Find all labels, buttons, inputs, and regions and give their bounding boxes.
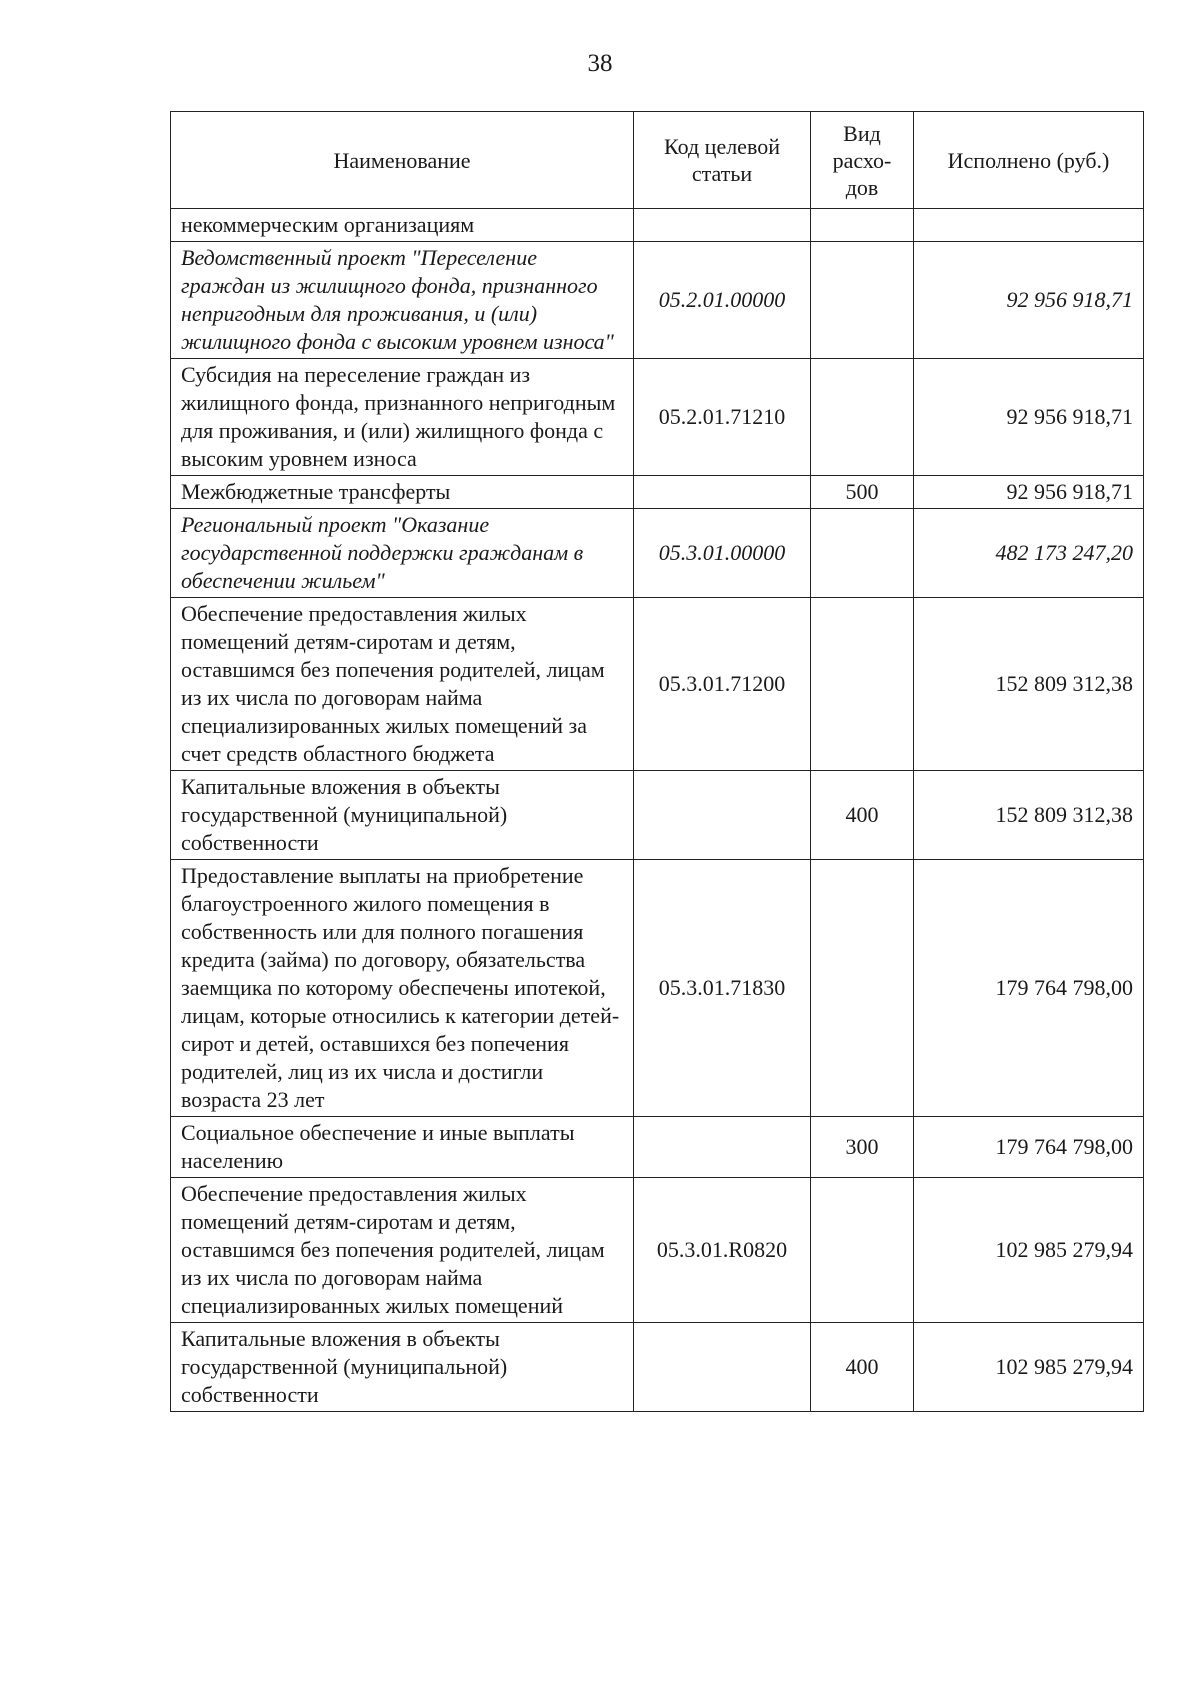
name-cell: Обеспечение предоставления жилых помещений детям-сиротам и детям, оставшимся без попечения родителей, лицам из их числа по договорам найма специализированных жилых помещений (171, 1178, 634, 1323)
code-cell: 05.2.01.00000 (634, 242, 811, 359)
type-cell (811, 509, 914, 598)
code-cell (634, 209, 811, 242)
page-number: 38 (587, 50, 613, 77)
table-row (171, 598, 1144, 771)
table-row (171, 209, 1144, 242)
type-cell (811, 860, 914, 1117)
table-row (171, 1323, 1144, 1412)
amount-cell: 179 764 798,00 (914, 860, 1144, 1117)
amount-cell: 179 764 798,00 (914, 1117, 1144, 1178)
code-cell: 05.3.01.71830 (634, 860, 811, 1117)
name-cell: Предоставление выплаты на приобретение благоустроенного жилого помещения в собственность или для полного погашения кредита (займа) по договору, обязательства заемщика по которому обеспечены ипотекой, лицам, которые относились к категории детей-сирот и детей, оставшихся без попечения родителей, лиц из их числа и достигли возраста 23 лет (171, 860, 634, 1117)
table-row (171, 476, 1144, 509)
type-cell: 400 (811, 1323, 914, 1412)
table-row (171, 242, 1144, 359)
amount-cell: 102 985 279,94 (914, 1178, 1144, 1323)
amount-cell (914, 209, 1144, 242)
table-row (171, 1178, 1144, 1323)
type-cell: 500 (811, 476, 914, 509)
name-cell: Обеспечение предоставления жилых помещений детям-сиротам и детям, оставшимся без попечения родителей, лицам из их числа по договорам найма специализированных жилых помещений за счет средств областного бюджета (171, 598, 634, 771)
code-cell: 05.3.01.71200 (634, 598, 811, 771)
table-row (171, 860, 1144, 1117)
name-cell: Субсидия на переселение граждан из жилищного фонда, признанного непригодным для проживания, и (или) жилищного фонда с высоким уровнем износа (171, 359, 634, 476)
table-row (171, 509, 1144, 598)
type-cell: 300 (811, 1117, 914, 1178)
type-cell (811, 359, 914, 476)
name-cell: некоммерческим организациям (171, 209, 634, 242)
table-row (171, 359, 1144, 476)
header-amount: Исполнено (руб.) (914, 112, 1144, 209)
table-row (171, 1117, 1144, 1178)
name-cell: Региональный проект "Оказание государственной поддержки гражданам в обеспечении жильем" (171, 509, 634, 598)
code-cell: 05.3.01.00000 (634, 509, 811, 598)
code-cell: 05.3.01.R0820 (634, 1178, 811, 1323)
amount-cell: 152 809 312,38 (914, 771, 1144, 860)
amount-cell: 102 985 279,94 (914, 1323, 1144, 1412)
type-cell (811, 242, 914, 359)
code-cell (634, 1117, 811, 1178)
type-cell (811, 1178, 914, 1323)
table-body (171, 209, 1144, 1412)
type-cell (811, 598, 914, 771)
amount-cell: 92 956 918,71 (914, 359, 1144, 476)
name-cell: Ведомственный проект "Переселение граждан из жилищного фонда, признанного непригодным для проживания, и (или) жилищного фонда с высоким уровнем износа" (171, 242, 634, 359)
amount-cell: 152 809 312,38 (914, 598, 1144, 771)
amount-cell: 92 956 918,71 (914, 242, 1144, 359)
table-row (171, 771, 1144, 860)
code-cell (634, 771, 811, 860)
budget-table (170, 111, 1144, 1412)
code-cell: 05.2.01.71210 (634, 359, 811, 476)
type-cell (811, 209, 914, 242)
table-header-row (171, 112, 1144, 209)
header-name: Наименование (171, 112, 634, 209)
amount-cell: 482 173 247,20 (914, 509, 1144, 598)
code-cell (634, 476, 811, 509)
code-cell (634, 1323, 811, 1412)
amount-cell: 92 956 918,71 (914, 476, 1144, 509)
name-cell: Социальное обеспечение и иные выплаты населению (171, 1117, 634, 1178)
name-cell: Межбюджетные трансферты (171, 476, 634, 509)
type-cell: 400 (811, 771, 914, 860)
header-type: Вид расхо-дов (811, 112, 914, 209)
name-cell: Капитальные вложения в объекты государственной (муниципальной) собственности (171, 771, 634, 860)
header-code: Код целевой статьи (634, 112, 811, 209)
name-cell: Капитальные вложения в объекты государственной (муниципальной) собственности (171, 1323, 634, 1412)
